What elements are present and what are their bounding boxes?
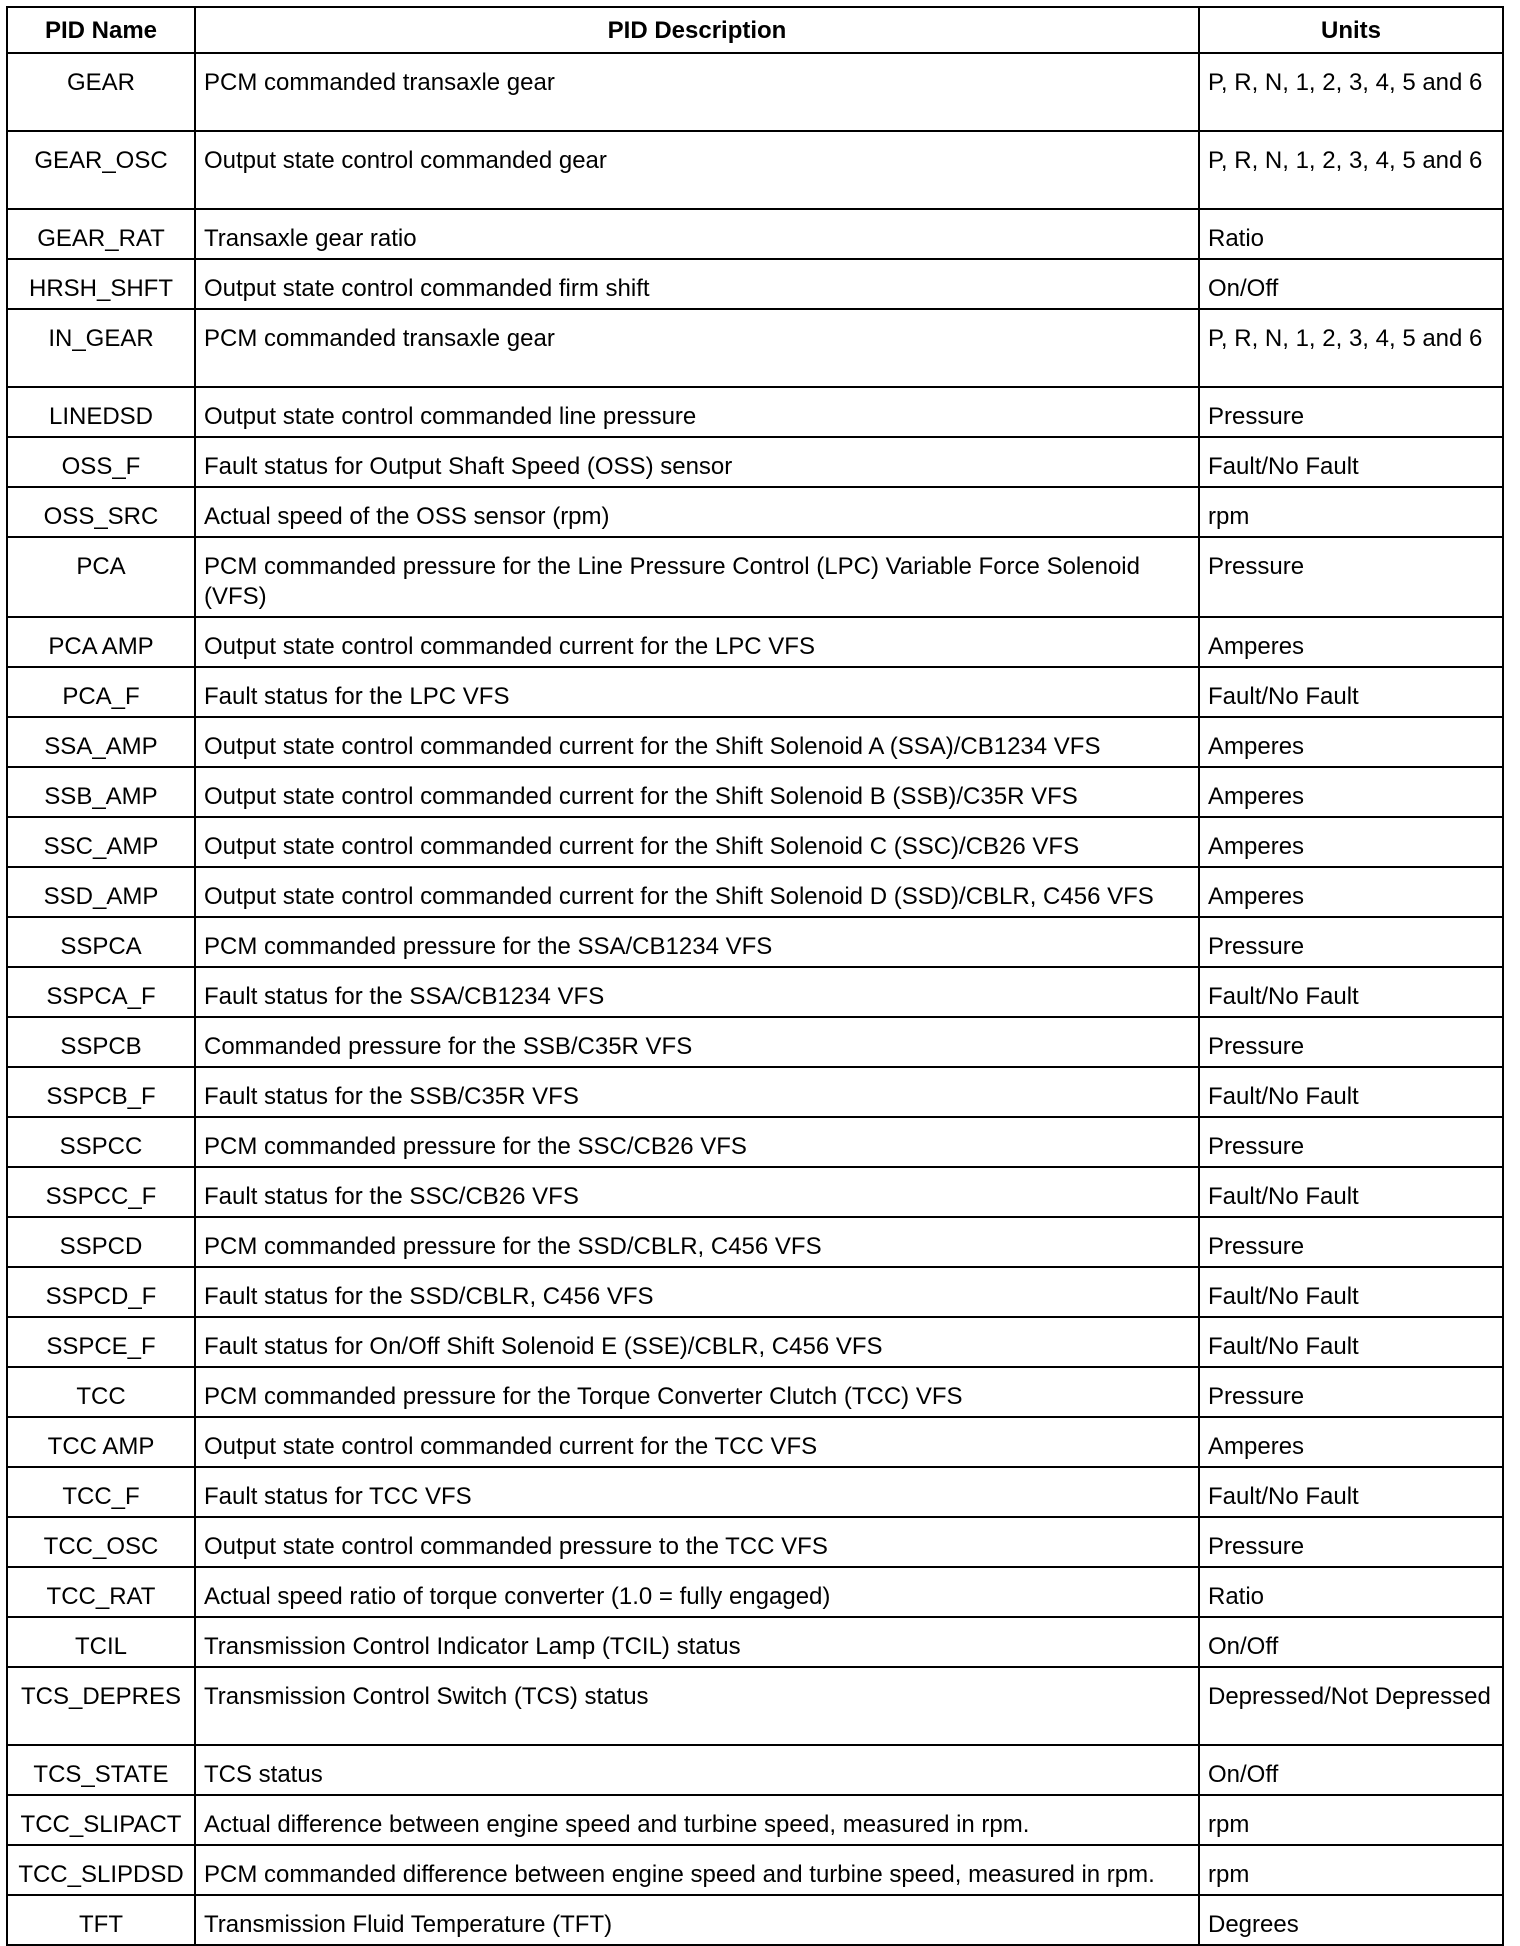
table-row xyxy=(7,1617,1503,1667)
pid-table xyxy=(6,6,1504,1946)
pid-description-cell: Output state control commanded gear xyxy=(195,131,1199,209)
pid-description-cell: Output state control commanded firm shift xyxy=(195,259,1199,309)
pid-name-cell: TCC AMP xyxy=(7,1417,195,1467)
units-cell: Amperes xyxy=(1199,767,1503,817)
pid-description-cell: Output state control commanded pressure to the TCC VFS xyxy=(195,1517,1199,1567)
header-pid-description: PID Description xyxy=(195,7,1199,53)
document-page xyxy=(6,6,1502,1946)
table-row xyxy=(7,1167,1503,1217)
pid-description-cell: Output state control commanded current for the Shift Solenoid A (SSA)/CB1234 VFS xyxy=(195,717,1199,767)
units-cell: Degrees xyxy=(1199,1895,1503,1945)
pid-description-cell: PCM commanded pressure for the Line Pressure Control (LPC) Variable Force Solenoid (VFS) xyxy=(195,537,1199,617)
pid-description-cell: Output state control commanded line pressure xyxy=(195,387,1199,437)
table-row xyxy=(7,1217,1503,1267)
units-cell: Fault/No Fault xyxy=(1199,1267,1503,1317)
units-cell: Pressure xyxy=(1199,537,1503,617)
units-cell: Pressure xyxy=(1199,1017,1503,1067)
units-cell: On/Off xyxy=(1199,259,1503,309)
table-row xyxy=(7,1795,1503,1845)
pid-description-cell: Fault status for the SSC/CB26 VFS xyxy=(195,1167,1199,1217)
units-cell: Pressure xyxy=(1199,1117,1503,1167)
table-row xyxy=(7,1067,1503,1117)
table-row xyxy=(7,1895,1503,1945)
pid-name-cell: PCA_F xyxy=(7,667,195,717)
units-cell: Depressed/Not Depressed xyxy=(1199,1667,1503,1745)
table-row xyxy=(7,437,1503,487)
pid-name-cell: SSPCC_F xyxy=(7,1167,195,1217)
units-cell: Fault/No Fault xyxy=(1199,967,1503,1017)
pid-name-cell: TCS_DEPRES xyxy=(7,1667,195,1745)
pid-name-cell: SSA_AMP xyxy=(7,717,195,767)
pid-name-cell: SSPCA xyxy=(7,917,195,967)
table-row xyxy=(7,53,1503,131)
pid-description-cell: Transmission Fluid Temperature (TFT) xyxy=(195,1895,1199,1945)
table-row xyxy=(7,1317,1503,1367)
table-body xyxy=(7,53,1503,1945)
table-row xyxy=(7,667,1503,717)
pid-name-cell: HRSH_SHFT xyxy=(7,259,195,309)
table-row xyxy=(7,1517,1503,1567)
pid-description-cell: Transmission Control Indicator Lamp (TCIL) status xyxy=(195,1617,1199,1667)
table-row xyxy=(7,131,1503,209)
units-cell: rpm xyxy=(1199,1845,1503,1895)
pid-name-cell: GEAR xyxy=(7,53,195,131)
pid-name-cell: TCS_STATE xyxy=(7,1745,195,1795)
table-row xyxy=(7,387,1503,437)
pid-description-cell: Transaxle gear ratio xyxy=(195,209,1199,259)
table-row xyxy=(7,537,1503,617)
pid-name-cell: SSPCD xyxy=(7,1217,195,1267)
pid-name-cell: SSD_AMP xyxy=(7,867,195,917)
units-cell: Fault/No Fault xyxy=(1199,1167,1503,1217)
units-cell: Pressure xyxy=(1199,1217,1503,1267)
pid-name-cell: SSPCB_F xyxy=(7,1067,195,1117)
units-cell: Pressure xyxy=(1199,387,1503,437)
pid-name-cell: TFT xyxy=(7,1895,195,1945)
pid-name-cell: SSC_AMP xyxy=(7,817,195,867)
table-row xyxy=(7,1745,1503,1795)
pid-description-cell: PCM commanded pressure for the Torque Converter Clutch (TCC) VFS xyxy=(195,1367,1199,1417)
pid-name-cell: IN_GEAR xyxy=(7,309,195,387)
pid-name-cell: SSPCC xyxy=(7,1117,195,1167)
units-cell: Pressure xyxy=(1199,917,1503,967)
pid-description-cell: PCM commanded transaxle gear xyxy=(195,309,1199,387)
pid-description-cell: Output state control commanded current for the Shift Solenoid D (SSD)/CBLR, C456 VFS xyxy=(195,867,1199,917)
pid-description-cell: Fault status for TCC VFS xyxy=(195,1467,1199,1517)
pid-description-cell: PCM commanded transaxle gear xyxy=(195,53,1199,131)
pid-name-cell: GEAR_RAT xyxy=(7,209,195,259)
pid-name-cell: TCIL xyxy=(7,1617,195,1667)
pid-name-cell: TCC xyxy=(7,1367,195,1417)
pid-name-cell: TCC_SLIPDSD xyxy=(7,1845,195,1895)
units-cell: Pressure xyxy=(1199,1517,1503,1567)
pid-description-cell: Output state control commanded current for the Shift Solenoid C (SSC)/CB26 VFS xyxy=(195,817,1199,867)
units-cell: P, R, N, 1, 2, 3, 4, 5 and 6 xyxy=(1199,309,1503,387)
table-row xyxy=(7,767,1503,817)
units-cell: On/Off xyxy=(1199,1745,1503,1795)
units-cell: Amperes xyxy=(1199,717,1503,767)
pid-description-cell: PCM commanded pressure for the SSD/CBLR, C456 VFS xyxy=(195,1217,1199,1267)
units-cell: Fault/No Fault xyxy=(1199,1067,1503,1117)
header-pid-name: PID Name xyxy=(7,7,195,53)
units-cell: Amperes xyxy=(1199,867,1503,917)
table-row xyxy=(7,917,1503,967)
pid-description-cell: Fault status for On/Off Shift Solenoid E (SSE)/CBLR, C456 VFS xyxy=(195,1317,1199,1367)
units-cell: Fault/No Fault xyxy=(1199,1467,1503,1517)
pid-name-cell: SSPCD_F xyxy=(7,1267,195,1317)
pid-description-cell: Output state control commanded current for the TCC VFS xyxy=(195,1417,1199,1467)
pid-description-cell: PCM commanded pressure for the SSC/CB26 VFS xyxy=(195,1117,1199,1167)
pid-description-cell: Fault status for Output Shaft Speed (OSS) sensor xyxy=(195,437,1199,487)
table-row xyxy=(7,817,1503,867)
header-units: Units xyxy=(1199,7,1503,53)
pid-name-cell: PCA xyxy=(7,537,195,617)
pid-name-cell: OSS_SRC xyxy=(7,487,195,537)
table-row xyxy=(7,1367,1503,1417)
pid-description-cell: Output state control commanded current for the LPC VFS xyxy=(195,617,1199,667)
units-cell: rpm xyxy=(1199,1795,1503,1845)
units-cell: Amperes xyxy=(1199,817,1503,867)
table-row xyxy=(7,1667,1503,1745)
pid-description-cell: Actual speed ratio of torque converter (1.0 = fully engaged) xyxy=(195,1567,1199,1617)
table-row xyxy=(7,1017,1503,1067)
table-row xyxy=(7,867,1503,917)
pid-name-cell: PCA AMP xyxy=(7,617,195,667)
units-cell: Pressure xyxy=(1199,1367,1503,1417)
table-row xyxy=(7,1267,1503,1317)
table-row xyxy=(7,1567,1503,1617)
pid-name-cell: SSPCB xyxy=(7,1017,195,1067)
pid-description-cell: PCM commanded pressure for the SSA/CB1234 VFS xyxy=(195,917,1199,967)
units-cell: Fault/No Fault xyxy=(1199,667,1503,717)
pid-name-cell: SSPCE_F xyxy=(7,1317,195,1367)
pid-description-cell: Commanded pressure for the SSB/C35R VFS xyxy=(195,1017,1199,1067)
table-row xyxy=(7,1417,1503,1467)
units-cell: On/Off xyxy=(1199,1617,1503,1667)
pid-name-cell: TCC_OSC xyxy=(7,1517,195,1567)
pid-description-cell: Actual difference between engine speed and turbine speed, measured in rpm. xyxy=(195,1795,1199,1845)
pid-description-cell: Fault status for the SSD/CBLR, C456 VFS xyxy=(195,1267,1199,1317)
table-row xyxy=(7,1117,1503,1167)
units-cell: Amperes xyxy=(1199,1417,1503,1467)
pid-description-cell: Actual speed of the OSS sensor (rpm) xyxy=(195,487,1199,537)
table-row xyxy=(7,1467,1503,1517)
pid-name-cell: OSS_F xyxy=(7,437,195,487)
units-cell: Amperes xyxy=(1199,617,1503,667)
pid-name-cell: TCC_SLIPACT xyxy=(7,1795,195,1845)
pid-description-cell: TCS status xyxy=(195,1745,1199,1795)
units-cell: rpm xyxy=(1199,487,1503,537)
units-cell: Ratio xyxy=(1199,1567,1503,1617)
table-row xyxy=(7,487,1503,537)
pid-description-cell: Fault status for the SSB/C35R VFS xyxy=(195,1067,1199,1117)
header-row xyxy=(7,7,1503,53)
pid-name-cell: TCC_RAT xyxy=(7,1567,195,1617)
units-cell: Ratio xyxy=(1199,209,1503,259)
pid-name-cell: LINEDSD xyxy=(7,387,195,437)
units-cell: P, R, N, 1, 2, 3, 4, 5 and 6 xyxy=(1199,131,1503,209)
pid-name-cell: TCC_F xyxy=(7,1467,195,1517)
table-row xyxy=(7,309,1503,387)
pid-description-cell: PCM commanded difference between engine speed and turbine speed, measured in rpm. xyxy=(195,1845,1199,1895)
table-row xyxy=(7,967,1503,1017)
pid-name-cell: SSPCA_F xyxy=(7,967,195,1017)
table-row xyxy=(7,259,1503,309)
pid-description-cell: Fault status for the LPC VFS xyxy=(195,667,1199,717)
pid-name-cell: GEAR_OSC xyxy=(7,131,195,209)
units-cell: Fault/No Fault xyxy=(1199,1317,1503,1367)
units-cell: P, R, N, 1, 2, 3, 4, 5 and 6 xyxy=(1199,53,1503,131)
pid-description-cell: Output state control commanded current for the Shift Solenoid B (SSB)/C35R VFS xyxy=(195,767,1199,817)
table-row xyxy=(7,717,1503,767)
table-row xyxy=(7,209,1503,259)
table-row xyxy=(7,617,1503,667)
pid-description-cell: Fault status for the SSA/CB1234 VFS xyxy=(195,967,1199,1017)
pid-name-cell: SSB_AMP xyxy=(7,767,195,817)
pid-description-cell: Transmission Control Switch (TCS) status xyxy=(195,1667,1199,1745)
units-cell: Fault/No Fault xyxy=(1199,437,1503,487)
